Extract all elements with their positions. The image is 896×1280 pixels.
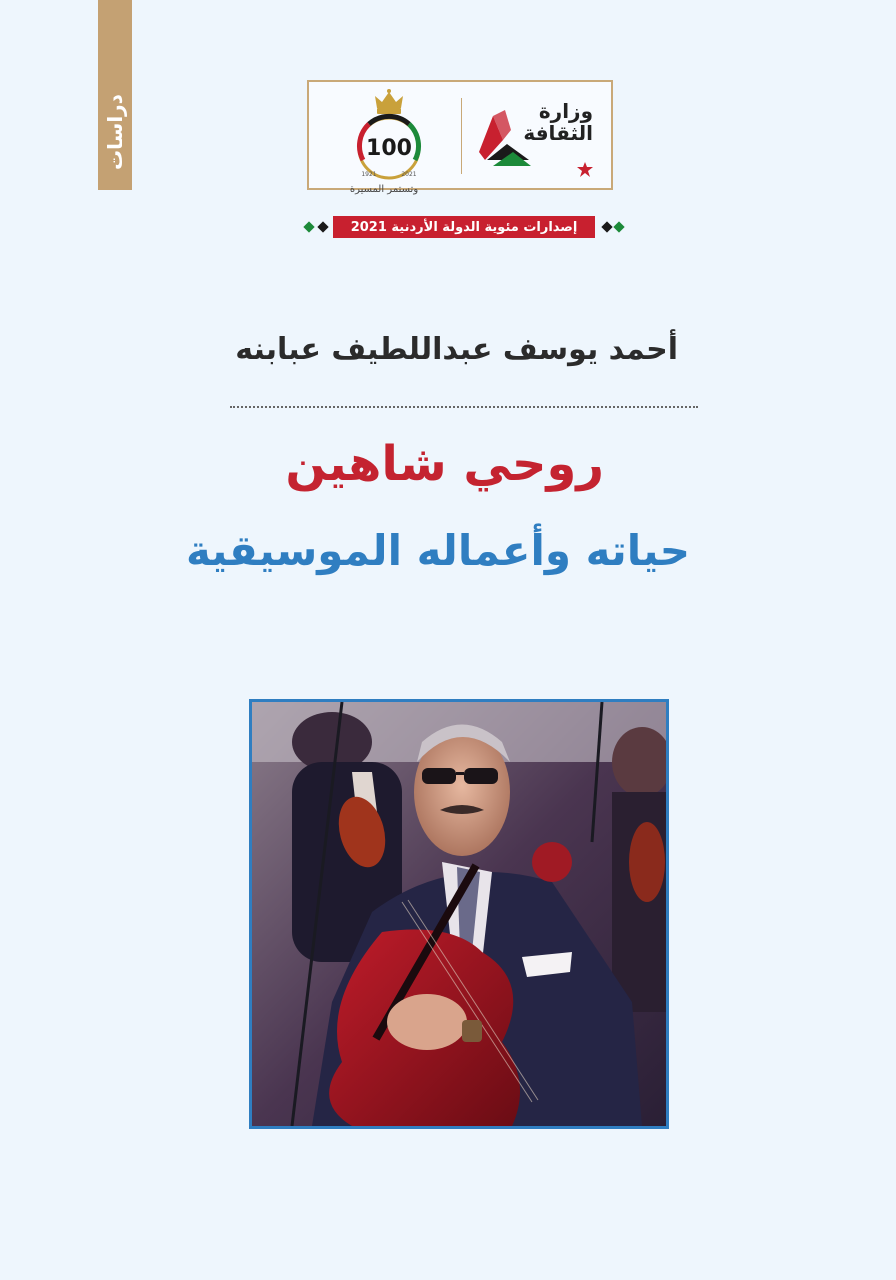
musician-with-cello-photo <box>252 702 666 1126</box>
centenary-banner: إصدارات مئوية الدولة الأردنية 2021 <box>333 216 595 238</box>
centenary-year-start: 1921 <box>361 171 377 178</box>
star-icon <box>577 162 593 178</box>
ministry-name-line2: الثقافة <box>523 121 593 145</box>
diamond-icon <box>317 221 328 232</box>
cover-photo <box>249 699 669 1129</box>
series-label: دراسات <box>103 94 128 170</box>
series-tab <box>98 0 132 190</box>
ministry-name-line1: وزارة <box>538 99 593 123</box>
logo-box <box>307 80 613 195</box>
crown-icon <box>339 88 439 188</box>
diamond-icon <box>303 221 314 232</box>
ministry-logo <box>473 96 593 178</box>
book-subtitle: حياته وأعماله الموسيقية <box>186 526 690 575</box>
dotted-divider <box>230 406 698 408</box>
centenary-logo <box>339 88 439 188</box>
centenary-number: 100 <box>366 136 412 161</box>
diamond-icon <box>613 221 624 232</box>
diamond-icon <box>601 221 612 232</box>
banner-row <box>303 216 623 238</box>
centenary-slogan: وتستمر المسيرة <box>349 184 419 195</box>
logo-divider <box>461 98 462 174</box>
book-title: روحي شاهين <box>285 436 604 492</box>
author-name-text: أحمد يوسف عبداللطيف عبابنه <box>235 332 678 367</box>
centenary-year-end: 2021 <box>401 171 417 178</box>
